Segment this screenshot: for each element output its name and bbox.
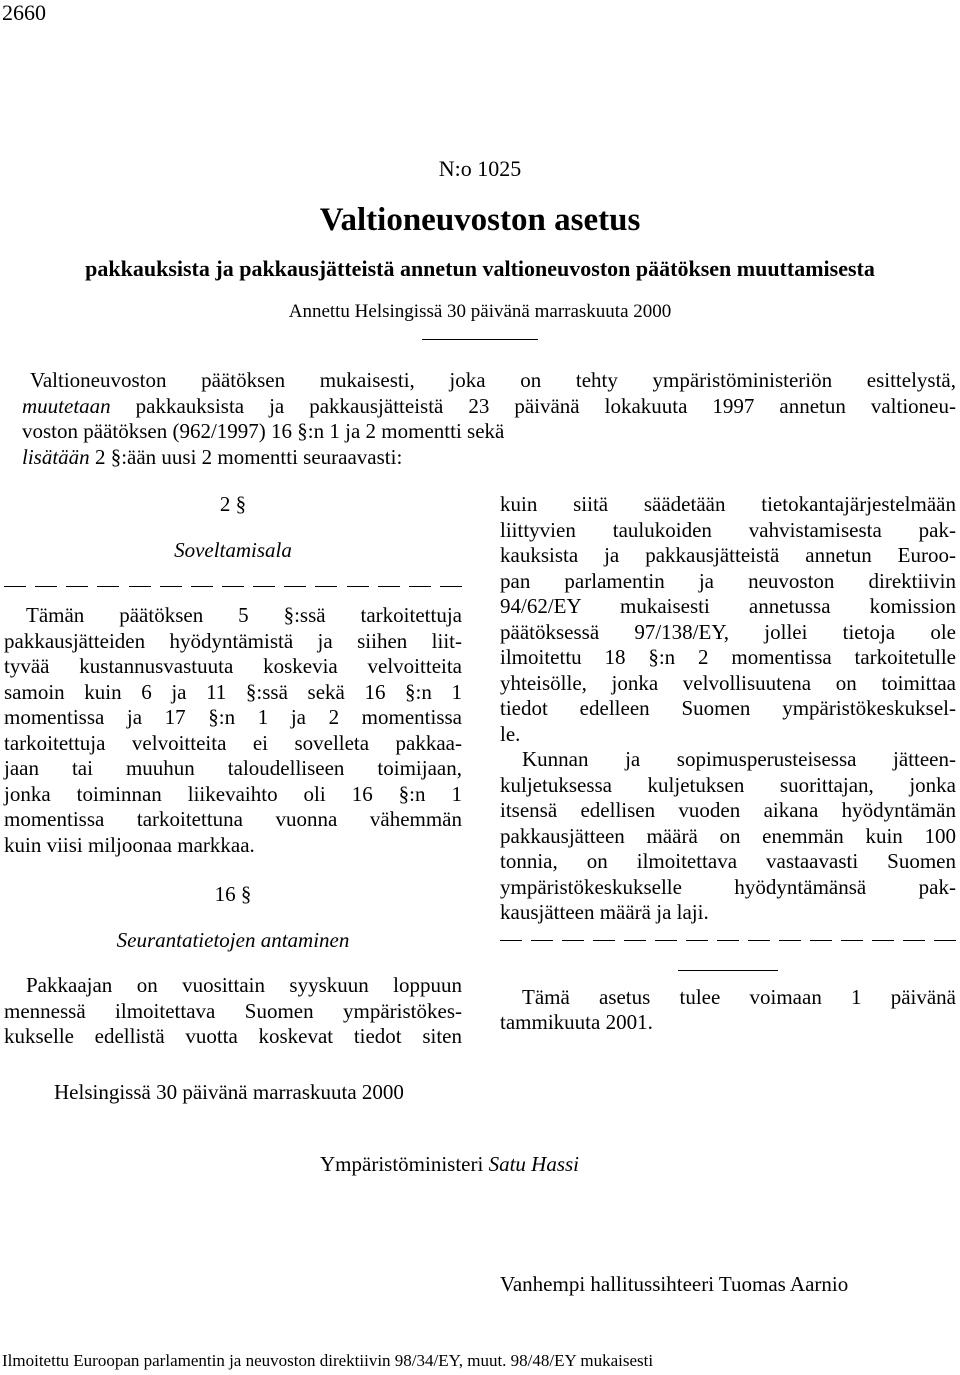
intro-line xyxy=(22,445,956,471)
paragraph-line: tiedot edelleen Suomen ympäristökeskuksel- xyxy=(500,696,956,720)
intro-line: voston päätöksen (962/1997) 16 §:n 1 ja 2 momentti sekä xyxy=(22,419,505,443)
paragraph-line: yhteisölle, jonka velvollisuutena on toimittaa xyxy=(500,670,956,695)
paragraph-line: Tämä asetus tulee voimaan 1 päivänä xyxy=(522,984,956,1009)
omission-dashes xyxy=(4,573,462,599)
paragraph-line: Kunnan ja sopimusperusteisessa jätteen- xyxy=(522,747,956,771)
paragraph-line: tyvää kustannusvastuuta koskevia velvoitteita xyxy=(4,654,462,678)
left-column xyxy=(4,492,462,1050)
paragraph-line: tonnia, on ilmoitettava vastaavasti Suomen xyxy=(500,849,956,873)
paragraph-line: itsensä edellisen vuoden aikana hyödyntämän xyxy=(500,798,956,822)
paragraph-line: kuljetuksessa kuljetuksen suorittajan, jonka xyxy=(500,772,956,797)
intro-line-text: 2 §:ään uusi 2 momentti seuraavasti: xyxy=(89,444,403,469)
paragraph-line: pakkausjätteen määrä on enemmän kuin 100 xyxy=(500,823,956,848)
footnote: Ilmoitettu Euroopan parlamentin ja neuvoston direktiivin 98/34/EY, muut. 98/48/EY mukaisesti xyxy=(2,1351,654,1370)
law-number: N:o 1025 xyxy=(438,156,522,181)
paragraph-line: kausjätteen määrä ja laji. xyxy=(500,900,709,924)
section-16-continued xyxy=(500,492,956,747)
paragraph-line: ympäristökeskukselle hyödyntämänsä pak- xyxy=(500,874,956,899)
paragraph-line: jaan tai muuhun taloudelliseen toimijaan, xyxy=(4,756,462,780)
paragraph-line: tammikuuta 2001. xyxy=(500,1010,653,1034)
paragraph-line: le. xyxy=(500,721,521,746)
paragraph-line: päätöksessä 97/138/EY, jollei tietoja ole xyxy=(500,619,956,644)
section-16-second-paragraph xyxy=(500,747,956,926)
paragraph-line: kauksista ja pakkausjätteistä annetun Euroo- xyxy=(500,543,956,567)
paragraph-line: 94/62/EY mukaisesti annetussa komission xyxy=(500,594,956,618)
paragraph-line: samoin kuin 6 ja 11 §:ssä sekä 16 §:n 1 xyxy=(4,679,462,704)
paragraph-line: mennessä ilmoitettava Suomen ympäristökes- xyxy=(4,998,462,1023)
document-title: Valtioneuvoston asetus xyxy=(319,202,641,238)
paragraph-line: Pakkaajan on vuosittain syyskuun loppuun xyxy=(26,973,462,997)
paragraph-line: liittyvien taulukoiden vahvistamisesta pak- xyxy=(500,517,956,542)
paragraph-line: kuin viisi miljoonaa markkaa. xyxy=(4,832,255,857)
section-2-title: Soveltamisala xyxy=(174,537,292,562)
paragraph-line: momentissa ja 17 §:n 1 ja 2 momentissa xyxy=(4,705,462,729)
section-16-title: Seurantatietojen antaminen xyxy=(116,927,350,952)
paragraph-line: Tämän päätöksen 5 §:ssä tarkoitettuja xyxy=(26,603,462,627)
paragraph-line: pan parlamentin ja neuvoston direktiivin xyxy=(500,568,956,593)
section-16-paragraph xyxy=(4,973,462,1050)
omission-dashes xyxy=(500,928,956,954)
paragraph-line: kukselle edellistä vuotta koskevat tiedot siten xyxy=(4,1024,462,1048)
paragraph-line: kuin siitä säädetään tietokantajärjestelmään xyxy=(500,492,956,516)
closing-divider xyxy=(678,970,778,971)
add-keyword: lisätään xyxy=(22,444,90,469)
entry-into-force xyxy=(500,985,956,1036)
section-16-number: 16 § xyxy=(214,882,252,906)
amend-keyword: muutetaan xyxy=(22,393,111,418)
page-number: 2660 xyxy=(2,0,46,25)
secretary-signature: Vanhempi hallitussihteeri Tuomas Aarnio xyxy=(500,1272,849,1296)
minister-title: Ympäristöministeri xyxy=(320,1152,489,1176)
paragraph-line: momentissa tarkoitettuna vuonna vähemmän xyxy=(4,807,462,831)
right-column xyxy=(500,492,956,1036)
paragraph-line: pakkausjätteiden hyödyntämistä ja siihen liit- xyxy=(4,628,462,653)
paragraph-line: tarkoitettuja velvoitteita ei sovelleta pakkaa- xyxy=(4,730,462,755)
intro-line xyxy=(22,394,956,420)
intro-line: Valtioneuvoston päätöksen mukaisesti, joka on tehty ympäristöministeriön esittelystä, xyxy=(30,368,956,392)
minister-signature xyxy=(320,1152,579,1178)
intro-line-text: pakkauksista ja pakkausjätteistä 23 päivänä lokakuuta 1997 annetun valtioneu- xyxy=(110,393,956,418)
paragraph-line: jonka toiminnan liikevaihto oli 16 §:n 1 xyxy=(4,781,462,806)
title-divider xyxy=(422,339,538,340)
document-subtitle: pakkauksista ja pakkausjätteistä annetun valtioneuvoston päätöksen muuttamisesta xyxy=(85,256,875,281)
paragraph-line: ilmoitettu 18 §:n 2 momentissa tarkoitetulle xyxy=(500,645,956,669)
intro-paragraph xyxy=(22,368,956,470)
section-2-paragraph xyxy=(4,603,462,858)
signing-place-date: Helsingissä 30 päivänä marraskuuta 2000 xyxy=(54,1080,404,1104)
section-2-number: 2 § xyxy=(219,492,247,516)
minister-name: Satu Hassi xyxy=(488,1152,580,1176)
given-date: Annettu Helsingissä 30 päivänä marraskuuta 2000 xyxy=(288,301,672,322)
